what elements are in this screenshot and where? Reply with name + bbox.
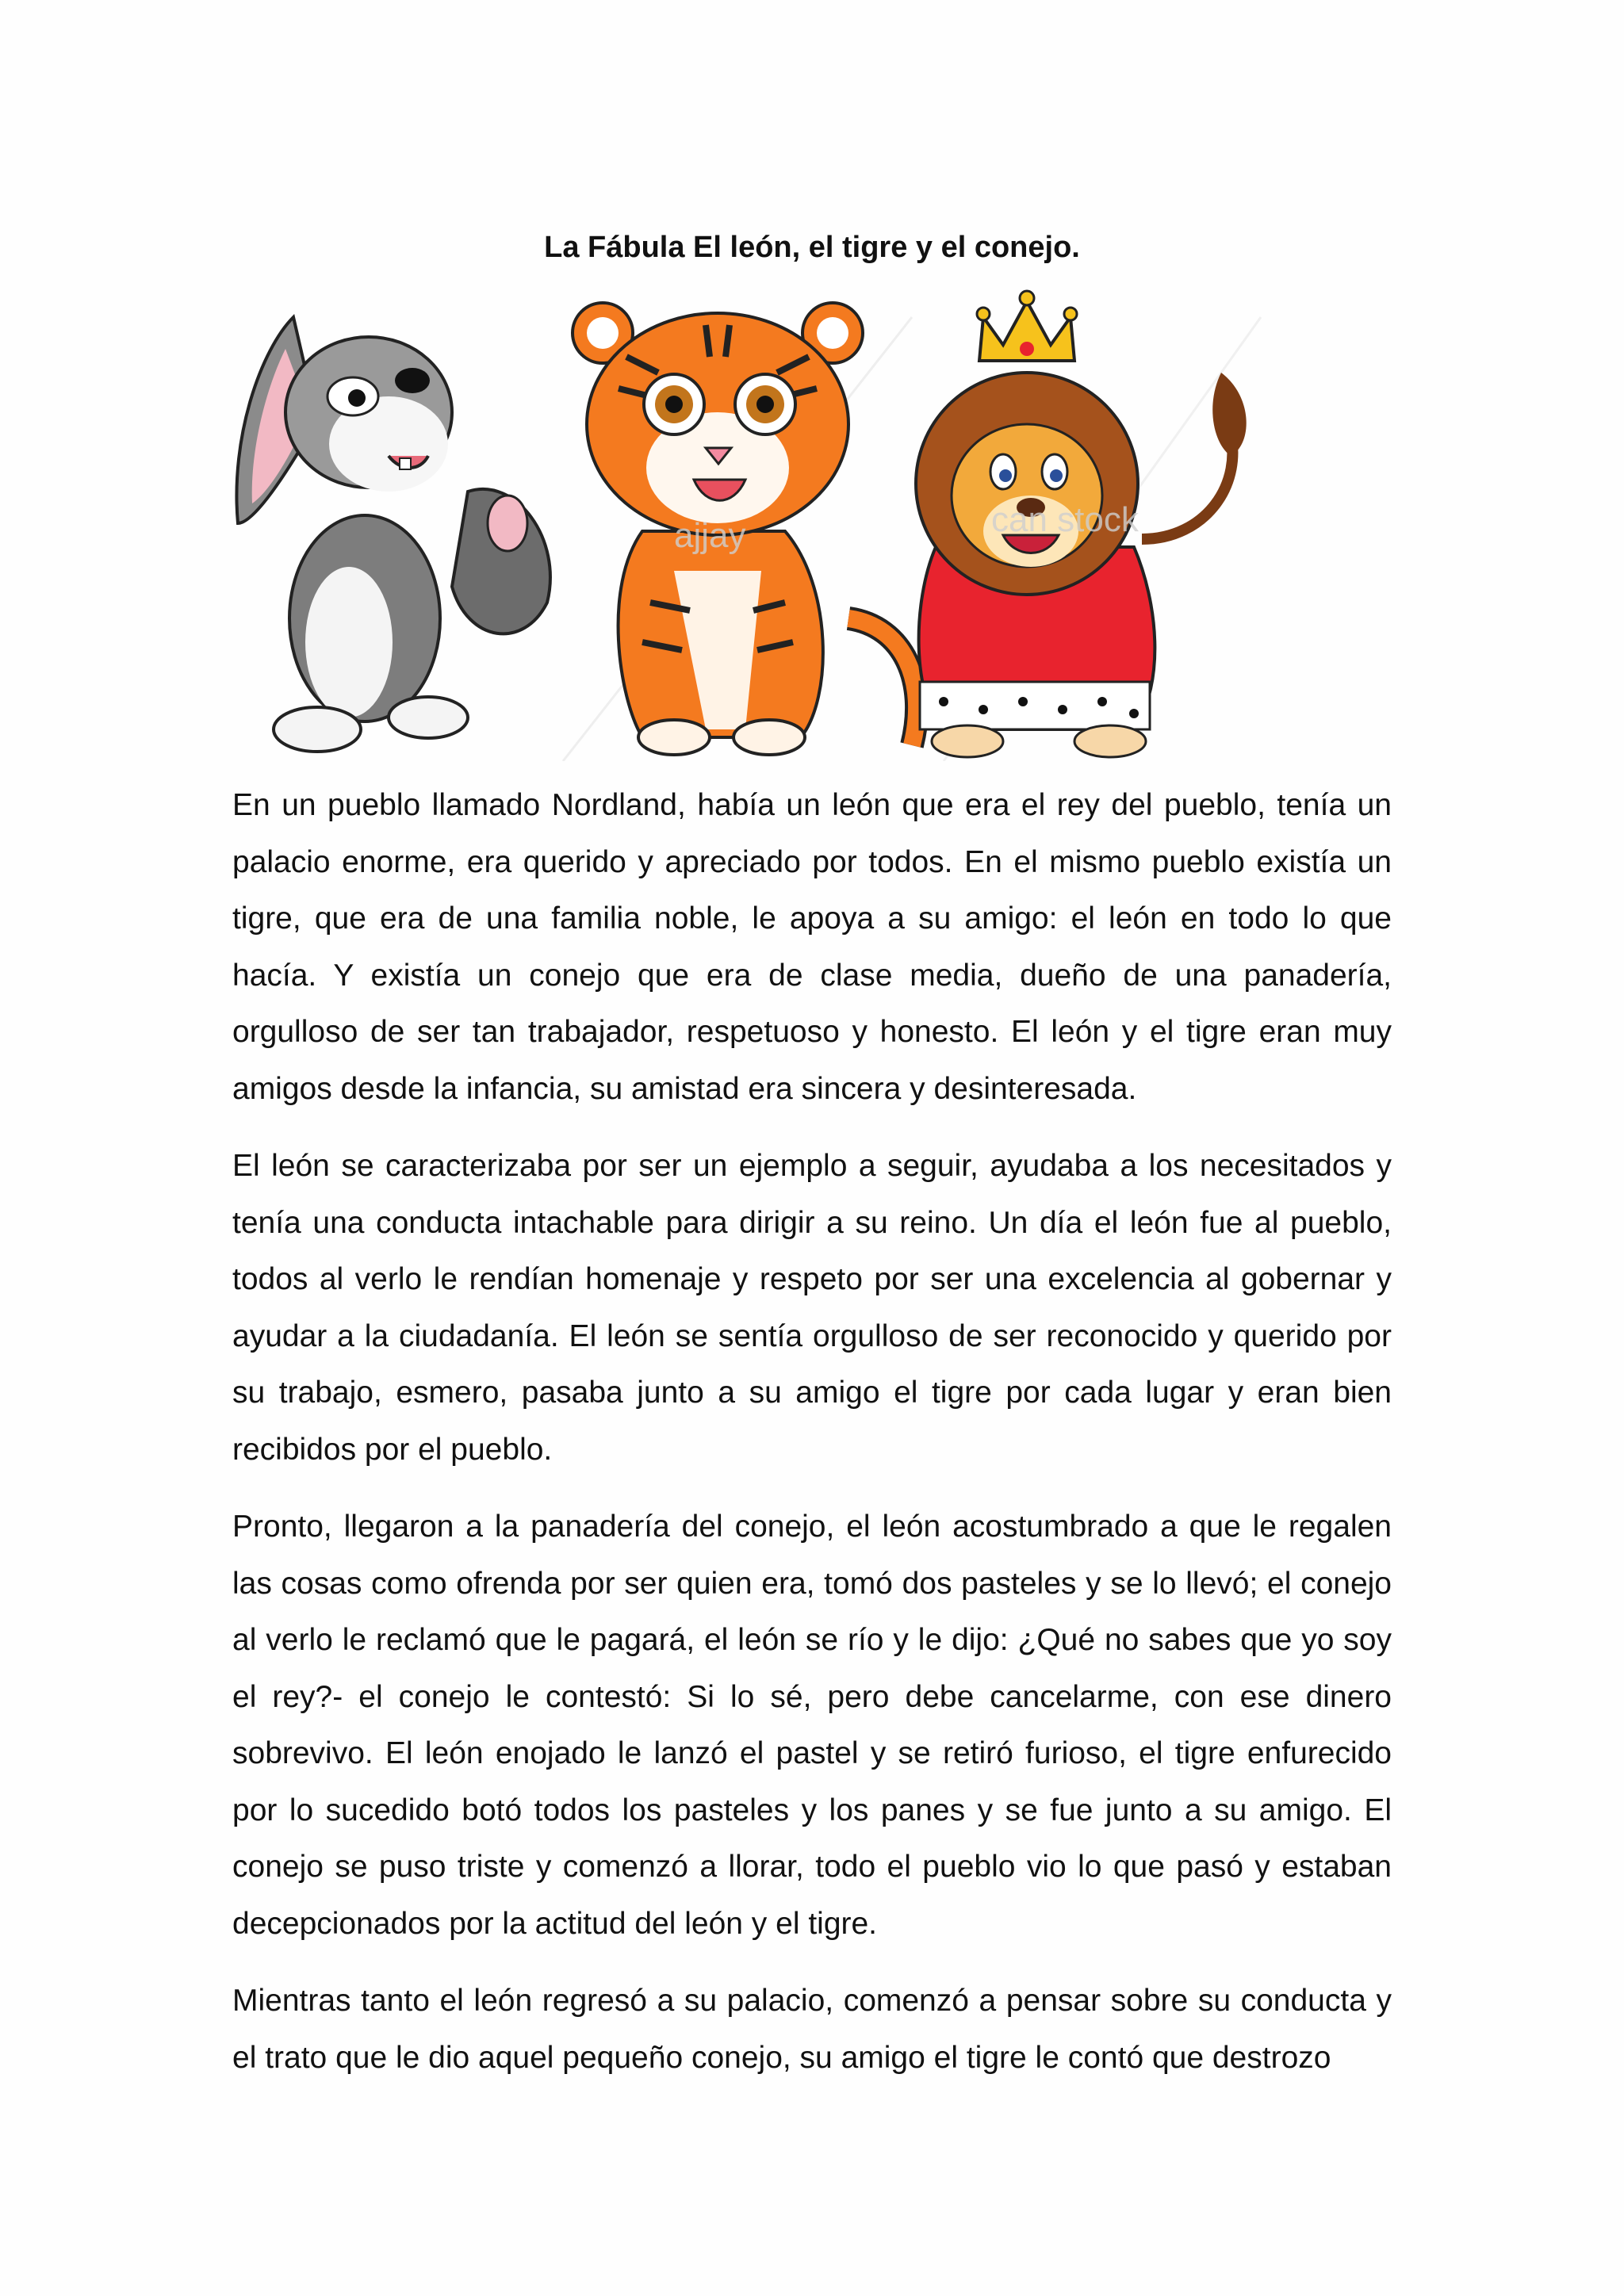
- tiger-icon: [573, 303, 917, 755]
- page-title: La Fábula El león, el tigre y el conejo.: [544, 231, 1080, 264]
- fable-body: [232, 777, 1392, 2107]
- paragraph: El león se caracterizaba por ser un ejemplo a seguir, ayudaba a los necesitados y tenía una conducta intachable para dirigir a su reino. Un día el león fue al pueblo, todos al verlo le rendían homenaje y respeto por ser una excelencia al gobernar y ayudar a la ciudadanía. El león se sentía orgulloso de ser reconocido y querido por su trabajo, esmero, pasaba junto a su amigo el tigre por cada lugar y eran bien recibidos por el pueblo.: [232, 1149, 1392, 1467]
- paragraph: Pronto, llegaron a la panadería del conejo, el león acostumbrado a que le regalen las cosas como ofrenda por ser quien era, tomó dos pasteles y se lo llevó; el conejo al verlo le reclamó que le pagará, el león se río y le dijo: ¿Qué no sabes que yo soy el rey?- el conejo le contestó: Si lo sé, pero debe cancelarme, con ese dinero sobrevivo. El león enojado le lanzó el pastel y se retiró furioso, el tigre enfurecido por lo sucedido botó todos los pasteles y los panes y se fue junto a su amigo. El conejo se puso triste y comenzó a llorar, todo el pueblo vio lo que pasó y estaban decepcionados por la actitud del león y el tigre.: [232, 1510, 1392, 1941]
- watermark-text: can stock: [991, 500, 1139, 539]
- lion-king-icon: [916, 291, 1247, 757]
- rabbit-icon: [236, 317, 550, 752]
- fable-illustration: [230, 285, 1293, 761]
- watermark-text: ajjay: [674, 516, 746, 555]
- paragraph: En un pueblo llamado Nordland, había un león que era el rey del pueblo, tenía un palacio enorme, era querido y apreciado por todos. En el mismo pueblo existía un tigre, que era de una familia noble, le apoya a su amigo: el león en todo lo que hacía. Y existía un conejo que era de clase media, dueño de una panadería, orgulloso de ser tan trabajador, respetuoso y honesto. El león y el tigre eran muy amigos desde la infancia, su amistad era sincera y desinteresada.: [232, 788, 1392, 1106]
- paragraph: Mientras tanto el león regresó a su palacio, comenzó a pensar sobre su conducta y el trato que le dio aquel pequeño conejo, su amigo el tigre le contó que destrozo: [232, 1984, 1392, 2075]
